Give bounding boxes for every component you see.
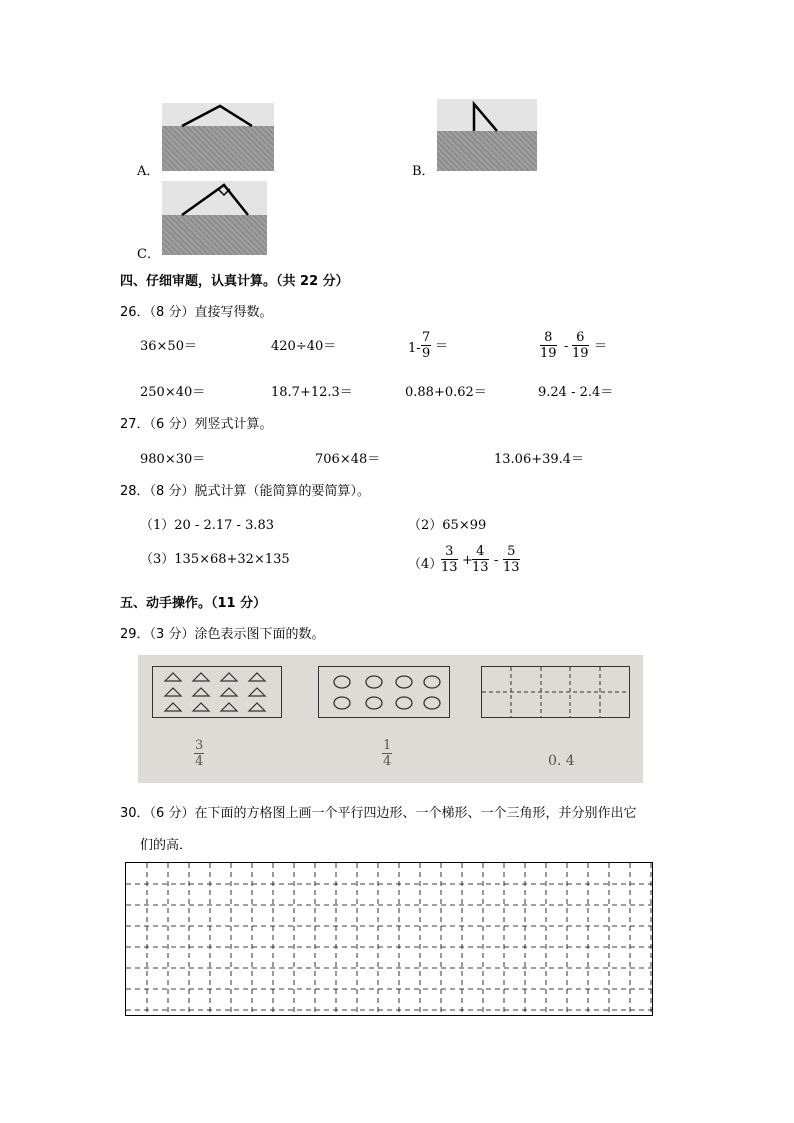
q26-item-5: 250×40＝ [140, 385, 206, 400]
item-prefix: （4） [408, 557, 443, 572]
label-one-quarter: $\frac{1}{4}$ [383, 738, 392, 769]
fraction: $\frac{3}{13}$ [441, 544, 458, 575]
section-4-title: 四、仔细审题，认真计算。（共 22 分） [120, 274, 349, 289]
grid-lines [126, 863, 652, 1015]
minus-sign: - [564, 339, 569, 354]
q26-heading: 26．（8 分）直接写得数。 [120, 305, 273, 320]
drawing-grid[interactable] [125, 862, 653, 1016]
triangle-icons [153, 667, 281, 717]
q30-heading-line-2: 们的高． [140, 838, 193, 853]
option-a-label: A． [137, 164, 160, 179]
option-a-image[interactable] [162, 103, 274, 171]
dashed-grid-box[interactable] [481, 666, 630, 718]
triangles-box[interactable] [152, 666, 282, 718]
frac-whole: 1- [408, 341, 421, 356]
angle-c-icon [162, 181, 267, 255]
q27-item-2: 706×48＝ [315, 452, 381, 467]
q26-item-1: 36×50＝ [140, 339, 197, 354]
minus-sign: - [494, 553, 499, 568]
dashed-grid-lines [482, 667, 629, 717]
q27-heading: 27．（6 分）列竖式计算。 [120, 417, 273, 432]
q30-heading-line-1: 30．（6 分）在下面的方格图上画一个平行四边形、一个梯形、一个三角形，并分别作出它 [120, 806, 637, 821]
fraction: $\frac{5}{13}$ [503, 544, 520, 575]
q26-item-6: 18.7+12.3＝ [271, 385, 353, 400]
equals: ＝ [594, 339, 608, 354]
q26-item-7: 0.88+0.62＝ [405, 385, 487, 400]
q26-item-8: 9.24 - 2.4＝ [538, 385, 614, 400]
fraction: $\frac{6}{19}$ [572, 330, 589, 361]
q28-heading: 28．（8 分）脱式计算（能简算的要简算）。 [120, 484, 370, 499]
equals: ＝ [435, 339, 449, 354]
angle-a-icon [162, 103, 274, 171]
plus-sign: + [462, 553, 473, 568]
q29-heading: 29．（3 分）涂色表示图下面的数。 [120, 627, 325, 642]
circles-box[interactable] [318, 666, 450, 718]
option-b-image[interactable] [437, 99, 537, 171]
angle-b-icon [437, 99, 537, 171]
section-5-title: 五、动手操作。（11 分） [120, 596, 267, 611]
fraction: $\frac{8}{19}$ [540, 330, 557, 361]
fraction: $\frac{7}{9}$ [422, 330, 431, 361]
label-decimal: 0. 4 [548, 753, 575, 769]
q26-item-2: 420÷40＝ [271, 339, 337, 354]
fraction: $\frac{4}{13}$ [472, 544, 489, 575]
q27-item-3: 13.06+39.4＝ [494, 452, 585, 467]
q28-item-2: （2）65×99 [408, 518, 487, 533]
circle-icons [319, 667, 449, 717]
option-c-label: C． [137, 247, 160, 262]
option-b-label: B． [412, 164, 435, 179]
q29-figure [138, 655, 643, 783]
label-three-quarters: $\frac{3}{4}$ [195, 738, 204, 769]
option-c-image[interactable] [162, 181, 267, 255]
q28-item-1: （1）20 - 2.17 - 3.83 [140, 518, 275, 533]
q28-item-3: （3）135×68+32×135 [140, 552, 290, 567]
q27-item-1: 980×30＝ [140, 452, 206, 467]
